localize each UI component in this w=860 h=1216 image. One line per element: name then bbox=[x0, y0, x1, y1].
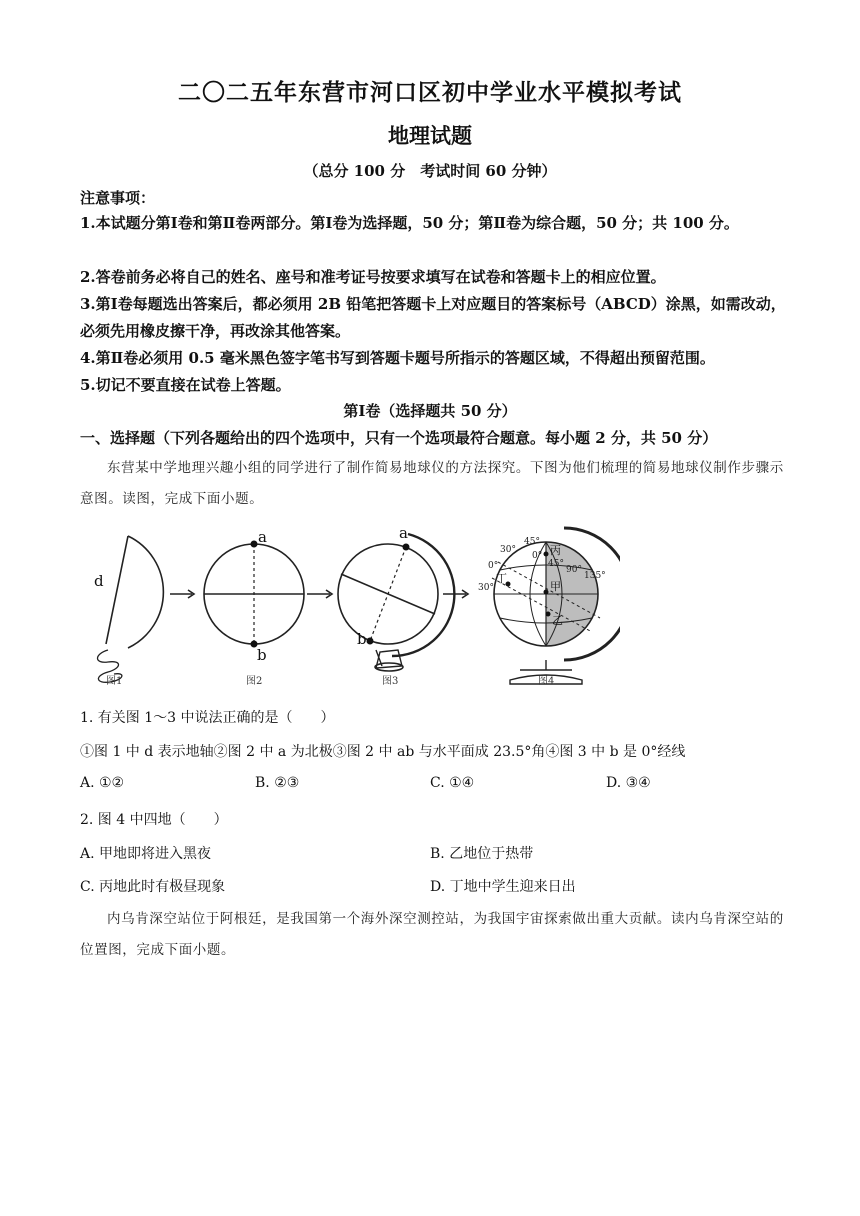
fig3-stand bbox=[376, 650, 402, 668]
fig4-label-30n: 30° bbox=[500, 545, 516, 555]
q1-option-b[interactable]: B. ②③ bbox=[255, 775, 300, 791]
section-title: 第Ⅰ卷（选择题共 50 分） bbox=[343, 402, 517, 420]
fig4-label-0b: 0° bbox=[488, 561, 499, 571]
subject-title: 地理试题 bbox=[388, 123, 472, 148]
q1-statements: ①图 1 中 d 表示地轴②图 2 中 a 为北极③图 2 中 ab 与水平面成 23.5°角④图 3 中 b 是 0°经线 bbox=[80, 744, 686, 760]
fig4-label-45n: 45° bbox=[524, 537, 540, 547]
q2-option-a[interactable]: A. 甲地即将进入黑夜 bbox=[80, 846, 212, 862]
q1-option-a[interactable]: A. ①② bbox=[80, 775, 125, 791]
note-item-2: 2.答卷前务必将自己的姓名、座号和准考证号按要求填写在试卷和答题卡上的相应位置。 bbox=[80, 268, 666, 286]
q1-option-d[interactable]: D. ③④ bbox=[606, 775, 651, 791]
q2-option-d[interactable]: D. 丁地中学生迎来日出 bbox=[430, 879, 576, 895]
globe-steps-figure bbox=[80, 520, 620, 692]
fig1-half-circle bbox=[128, 536, 163, 648]
fig2-point-a bbox=[251, 541, 258, 548]
fig4-label-30s: 30° bbox=[478, 583, 494, 593]
fig4-label-jia: 甲 bbox=[550, 580, 561, 593]
fig1-axis-d bbox=[106, 536, 128, 644]
passage-station: 内乌肯深空站位于阿根廷，是我国第一个海外深空测控站，为我国宇宙探索做出重大贡献。读内乌肯深空站的位置图，完成下面小题。 bbox=[80, 911, 784, 958]
fig2-label-a: a bbox=[258, 528, 267, 546]
fig3-label-b: b bbox=[357, 630, 367, 648]
part-heading: 一、选择题（下列各题给出的四个选项中，只有一个选项最符合题意。每小题 2 分，共 50 分） bbox=[80, 429, 718, 447]
q2-stem: 2. 图 4 中四地（ ） bbox=[80, 812, 228, 828]
fig4-point-yi bbox=[546, 612, 551, 617]
fig1-caption: 图1 bbox=[106, 676, 123, 687]
fig3-point-a bbox=[403, 544, 410, 551]
fig4-label-ding: 丁 bbox=[496, 572, 507, 585]
fig4-label-0a: 0° bbox=[532, 551, 543, 561]
q1-stem: 1. 有关图 1～3 中说法正确的是（ ） bbox=[80, 710, 335, 726]
fig3-meridian-ring bbox=[392, 534, 454, 656]
fig4-label-90: 90° bbox=[566, 565, 582, 575]
q2-option-c[interactable]: C. 丙地此时有极昼现象 bbox=[80, 879, 226, 895]
exam-title: 二〇二五年东营市河口区初中学业水平模拟考试 bbox=[178, 79, 682, 106]
fig4-point-bing bbox=[544, 552, 549, 557]
note-item-1: 1.本试题分第Ⅰ卷和第Ⅱ卷两部分。第Ⅰ卷为选择题，50 分；第Ⅱ卷为综合题，50 分；共 100 分。 bbox=[80, 214, 739, 232]
q1-option-c[interactable]: C. ①④ bbox=[430, 775, 475, 791]
fig1-label-d: d bbox=[94, 572, 104, 590]
fig3-label-a: a bbox=[399, 524, 408, 542]
notes-heading: 注意事项： bbox=[80, 189, 156, 207]
q2-option-b[interactable]: B. 乙地位于热带 bbox=[430, 846, 534, 862]
passage-globe: 东营某中学地理兴趣小组的同学进行了制作简易地球仪的方法探究。下图为他们梳理的简易地球仪制作步骤示意图。读图，完成下面小题。 bbox=[80, 460, 784, 507]
fig4-label-bing: 丙 bbox=[550, 544, 561, 557]
fig2-label-b: b bbox=[257, 646, 267, 664]
exam-meta: （总分 100 分 考试时间 60 分钟） bbox=[303, 162, 557, 180]
fig3-point-b bbox=[367, 638, 374, 645]
fig4-label-45b: 45° bbox=[548, 559, 564, 569]
fig4-label-yi: 乙 bbox=[552, 614, 563, 627]
note-item-5: 5.切记不要直接在试卷上答题。 bbox=[80, 376, 291, 394]
fig2-caption: 图2 bbox=[246, 676, 263, 687]
fig3-caption: 图3 bbox=[382, 676, 399, 687]
fig4-label-135: 135° bbox=[584, 571, 606, 581]
fig4-caption: 图4 bbox=[538, 676, 555, 687]
note-item-4: 4.第Ⅱ卷必须用 0.5 毫米黑色签字笔书写到答题卡题号所指示的答题区域，不得超出预留范围。 bbox=[80, 349, 715, 367]
note-item-3: 3.第Ⅰ卷每题选出答案后，都必须用 2B 铅笔把答题卡上对应题目的答案标号（ABCD）涂黑，如需改动，必须先用橡皮擦干净，再改涂其他答案。 bbox=[80, 295, 786, 340]
fig4-point-jia bbox=[544, 590, 549, 595]
